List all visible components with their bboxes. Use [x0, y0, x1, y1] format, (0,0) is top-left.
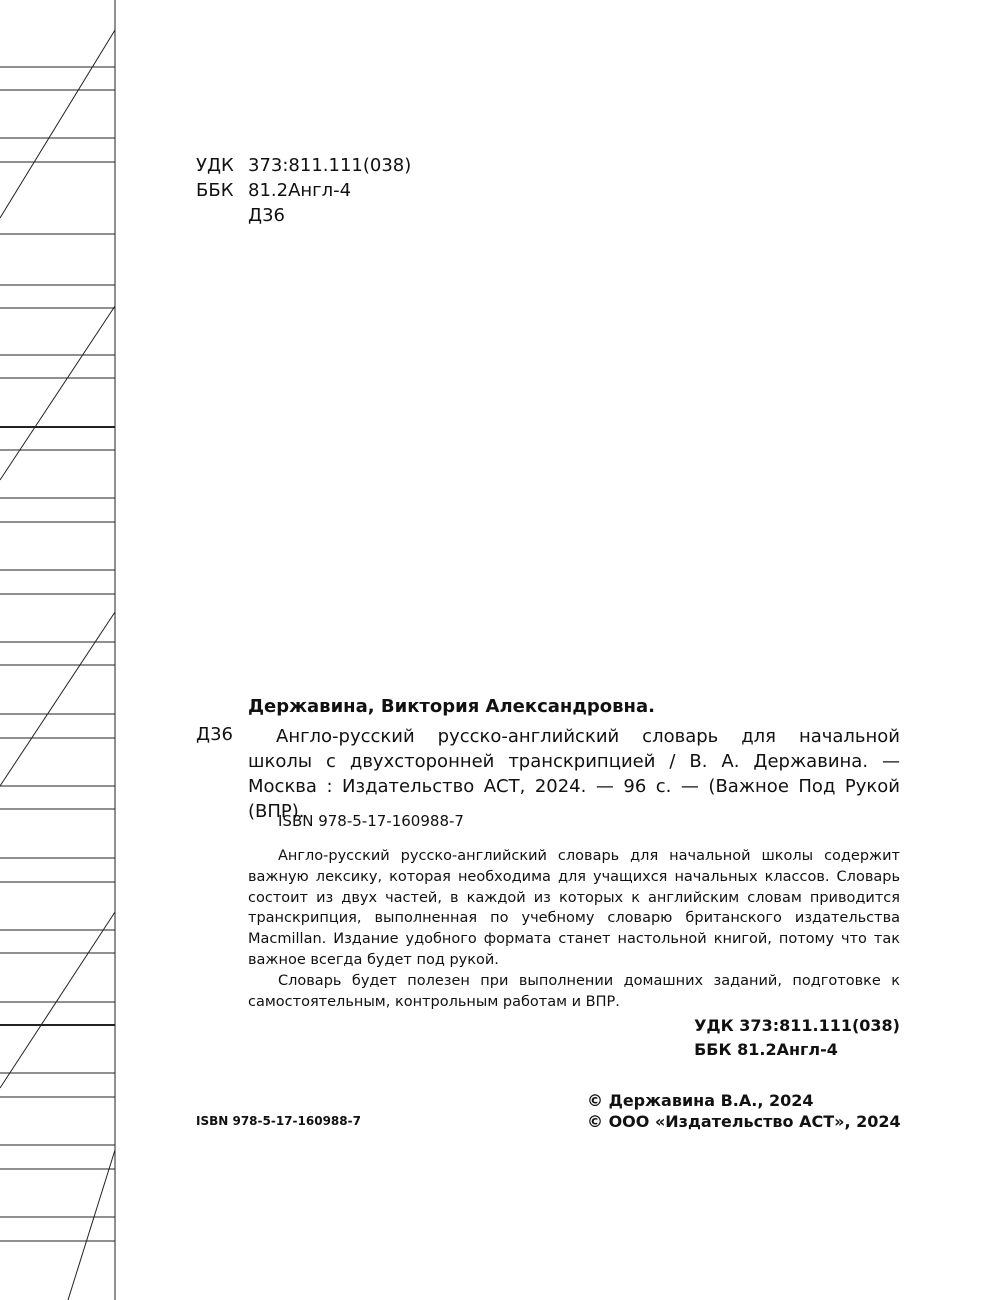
- classification-bottom: [694, 1014, 900, 1062]
- annotation: [248, 846, 900, 1012]
- udk-label: УДК: [196, 155, 234, 176]
- author-mark-top: Д36: [248, 205, 285, 226]
- footer-isbn: ISBN 978-5-17-160988-7: [196, 1114, 361, 1128]
- copyright-block: [587, 1090, 901, 1132]
- bbk-label: ББК: [196, 180, 234, 201]
- annotation-paragraph-2: Словарь будет полезен при выполнении домашних заданий, подготовке к самостоятельным, контрольным работам и ВПР.: [248, 972, 900, 1010]
- udk-top-line: [196, 153, 411, 178]
- record-title-text: Англо-русский русско-английский словарь для начальной школы с двухсторонней транскрипцией / В. А. Державина. — Москва : Издательство АСТ, 2024. — 96 с. — (Важное Под Рукой (ВПР).: [248, 726, 900, 822]
- bbk-value: 81.2Англ-4: [248, 180, 352, 201]
- bbk-bottom: ББК 81.2Англ-4: [694, 1040, 838, 1059]
- record-title: [248, 724, 900, 824]
- copyright-publisher: © ООО «Издательство АСТ», 2024: [587, 1112, 901, 1131]
- record-author-mark: Д36: [196, 724, 233, 745]
- margin-decoration: [0, 0, 120, 1300]
- author-mark-top-line: [196, 203, 285, 228]
- record-isbn: ISBN 978-5-17-160988-7: [278, 812, 464, 830]
- udk-value: 373:811.111(038): [248, 155, 412, 176]
- udk-bottom: УДК 373:811.111(038): [694, 1016, 900, 1035]
- copyright-author: © Державина В.А., 2024: [587, 1091, 814, 1110]
- annotation-paragraph-1: Англо-русский русско-английский словарь для начальной школы содержит важную лексику, которая необходима для учащихся начальных классов. Словарь состоит из двух частей, в каждой из которых к английским словам приводится транскрипция, выполненная по учебному словарю британского издательства Macmillan. Издание удобного формата станет настольной книгой, потому что так важное всегда будет под рукой.: [248, 848, 900, 968]
- record-author: Державина, Виктория Александровна.: [248, 696, 655, 717]
- bbk-top-line: [196, 178, 351, 203]
